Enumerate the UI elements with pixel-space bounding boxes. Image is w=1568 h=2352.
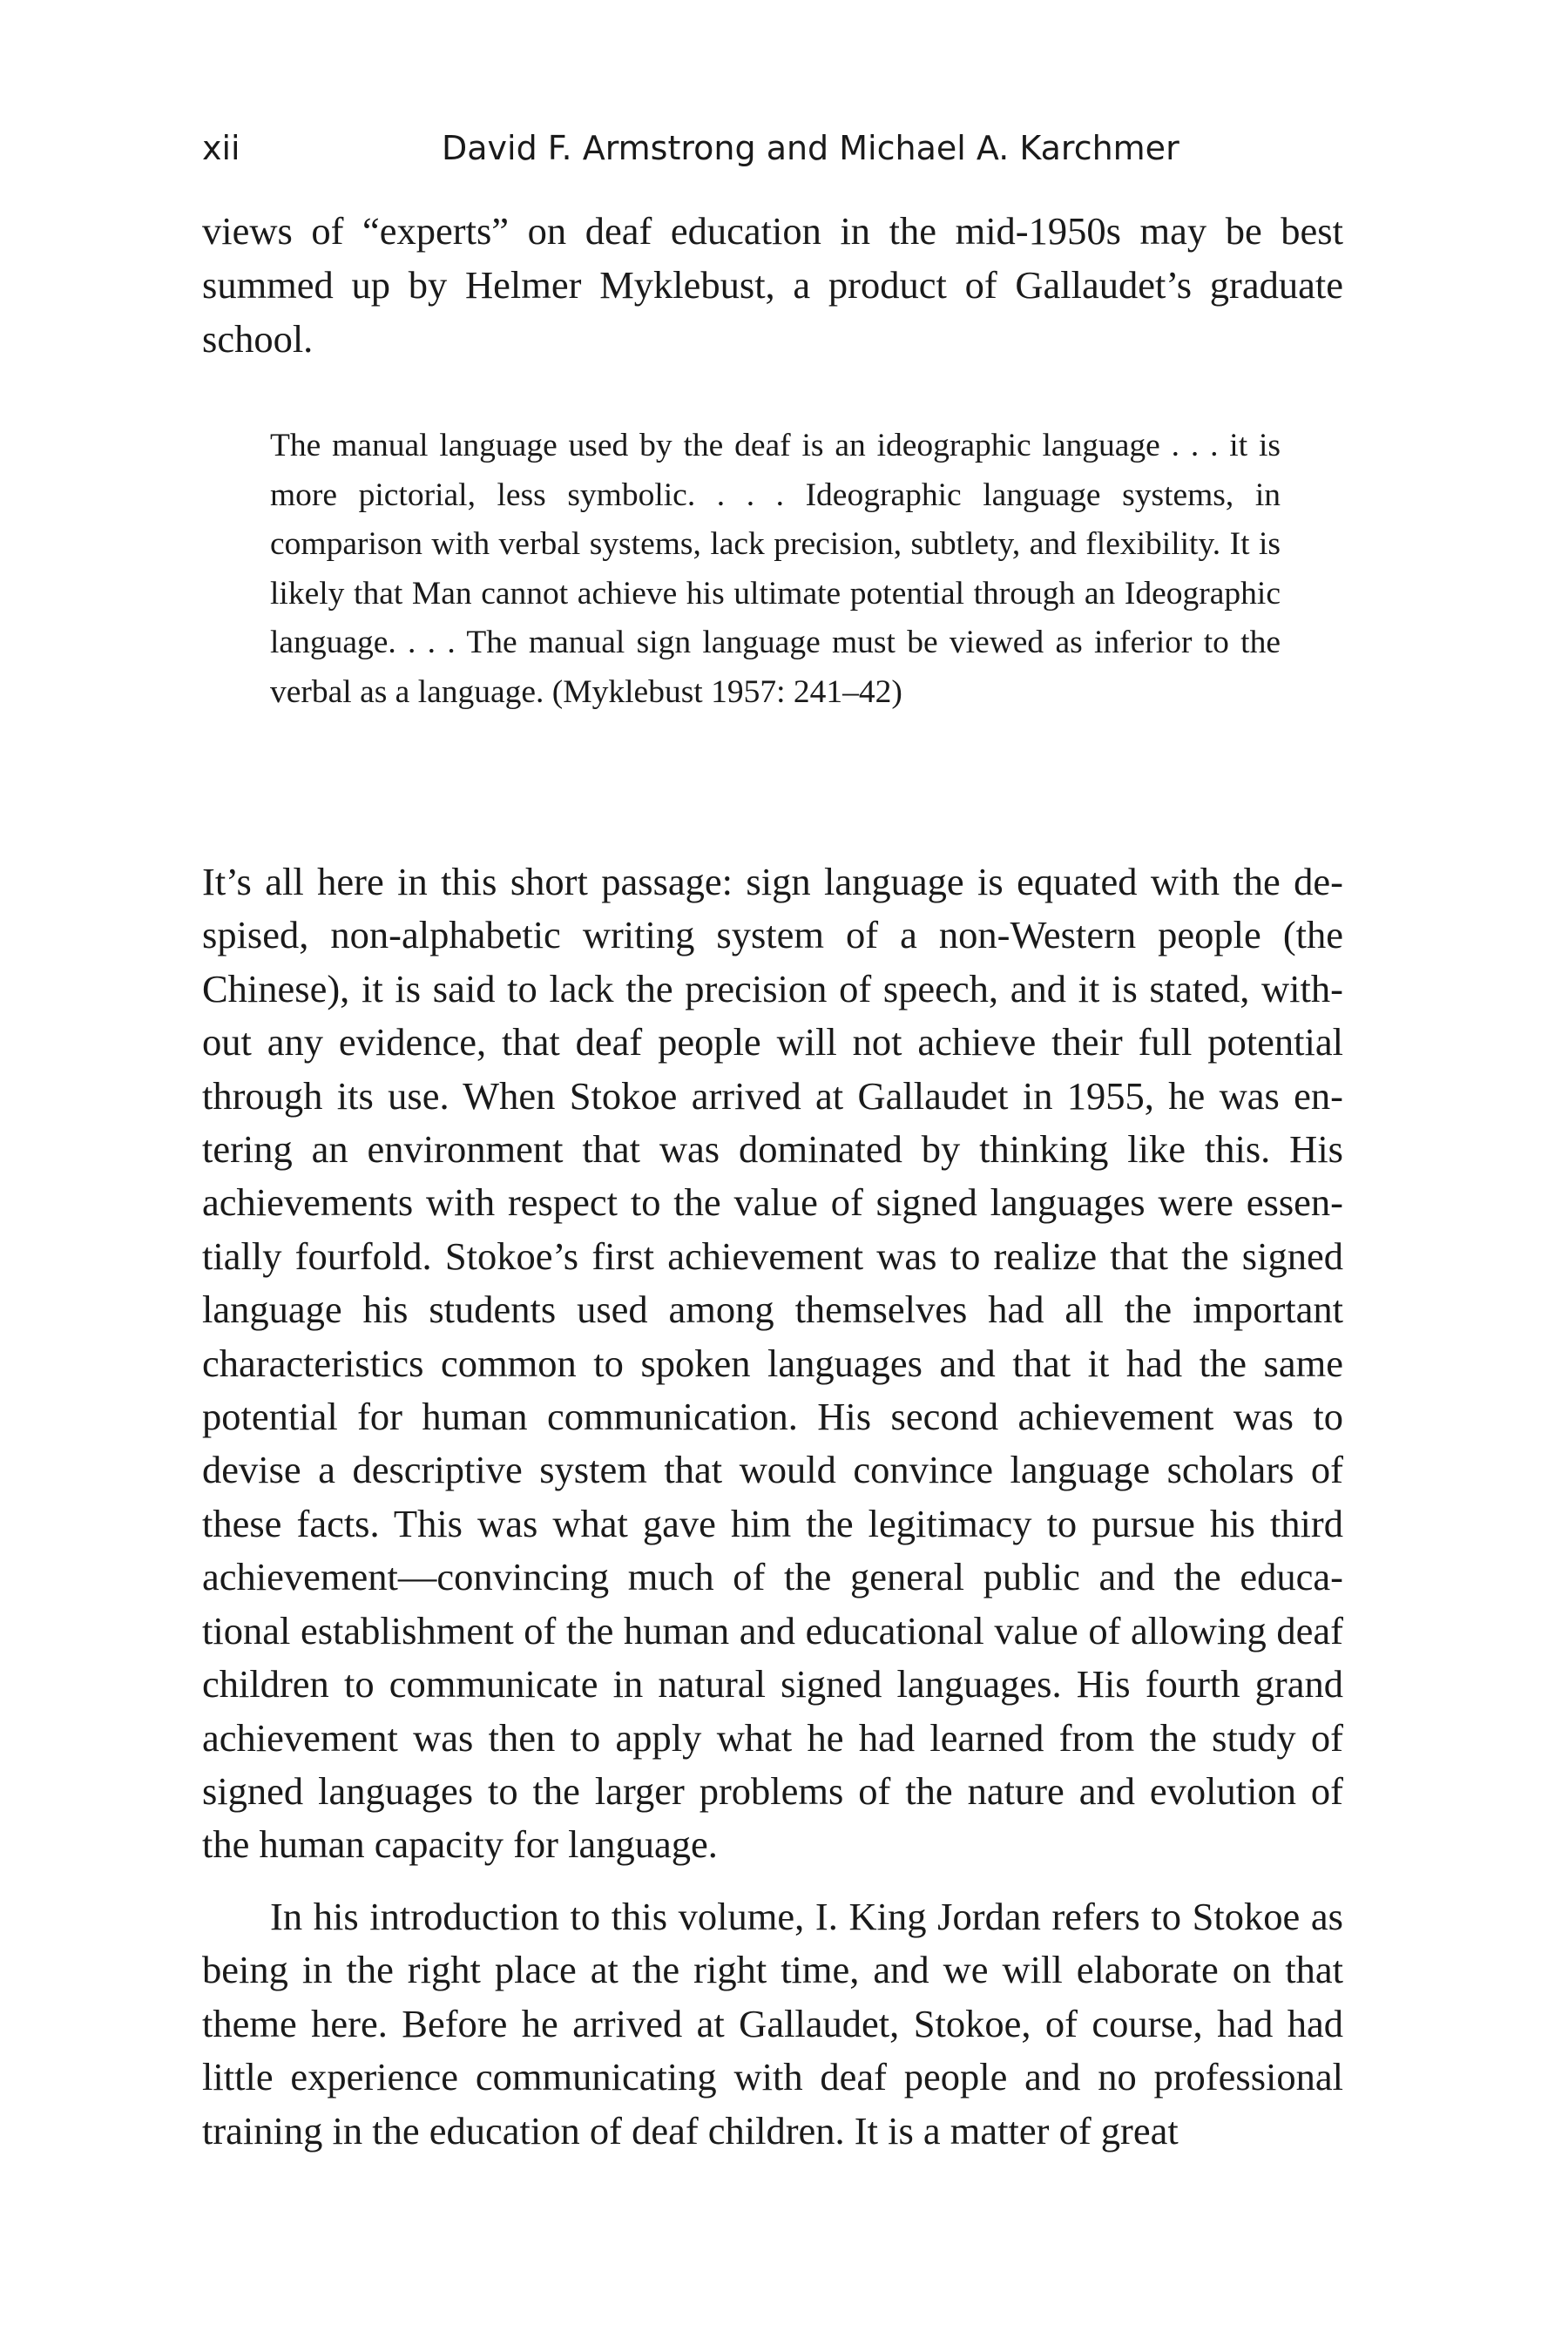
running-head-authors: David F. Armstrong and Michael A. Karchmer xyxy=(442,129,1179,167)
next-paragraph: In his introduction to this volume, I. King Jordan refers to Stokoe as being in the right place at the right time, and we will elaborate on that theme here. Before he arrived at Gallaudet, Stokoe, of course, had had little experience communicating with deaf people and no professional training in the education of deaf children. It is a matter of great xyxy=(202,1895,1343,2153)
intro-paragraph: views of “experts” on deaf education in the mid-1950s may be best summed up by Helmer Myklebust, a product of Gallaudet’s graduate school. xyxy=(202,209,1343,361)
intro-paragraph-block xyxy=(202,204,1343,366)
main-paragraph: It’s all here in this short passage: sign language is equated with the despised, non-alphabetic writing system of a non-Western people (the Chinese), it is said to lack the precision of speech, and it is stated, without any evidence, that deaf people will not achieve their full potential through its use. When Stokoe arrived at Gallaudet in 1955, he was entering an environment that was dominated by thinking like this. His achievements with respect to the value of signed languages were essentially fourfold. Stokoe’s first achievement was to realize that the signed language his students used among themselves had all the important characteristics common to spoken languages and that it had the same potential for human communication. His second achievement was to devise a descriptive system that would convince language scholars of these facts. This was what gave him the legitimacy to pursue his third achievement—convincing much of the general public and the educational establishment of the human and educational value of allowing deaf children to communicate in natural signed languages. His fourth grand achievement was then to apply what he had learned from the study of signed languages to the larger problems of the nature and evolution of the human capacity for language. xyxy=(202,860,1343,1867)
running-head xyxy=(202,122,1369,174)
next-paragraph-block xyxy=(202,1890,1343,2158)
block-quote xyxy=(270,422,1281,717)
block-quote-text: The manual language used by the deaf is an ideographic language . . . it is more pictorial, less symbolic. . . . Ideographic language systems, in comparison with verbal systems, lack precision, subtlety, and flexibility. It is likely that Man cannot achieve his ultimate potential through an Ideographic language. . . . The manual sign language must be viewed as inferior to the verbal as a language. (Myklebust 1957: 241–42) xyxy=(270,428,1281,710)
main-paragraph-block xyxy=(202,855,1343,1872)
page-number: xii xyxy=(202,129,240,167)
